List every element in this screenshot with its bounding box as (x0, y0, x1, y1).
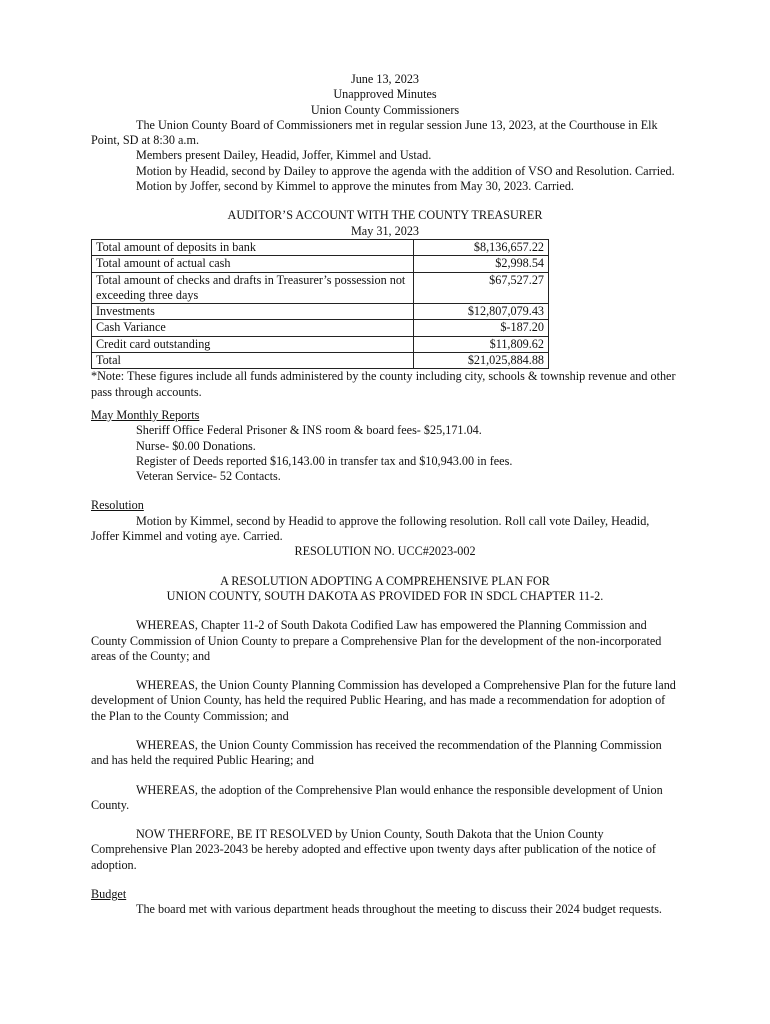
table-row (92, 239, 549, 255)
row-amount: $8,136,657.22 (414, 239, 549, 255)
whereas-clause: WHEREAS, the Union County Planning Commission has developed a Comprehensive Plan for the future land development of Union County, has held the required Public Hearing, and has made a recommendation for adoption of the Plan to the County Commission; and (91, 678, 676, 723)
meeting-date: June 13, 2023 (350, 72, 420, 86)
table-row (92, 272, 549, 304)
table-row (92, 256, 549, 272)
row-amount: $67,527.27 (414, 272, 549, 304)
table-row (92, 304, 549, 320)
minutes-status: Unapproved Minutes (333, 87, 437, 102)
list-item: Register of Deeds reported $16,143.00 in transfer tax and $10,943.00 in fees. (136, 453, 513, 468)
row-label: Total amount of checks and drafts in Treasurer’s possession not exceeding three days (92, 272, 414, 304)
agenda-motion: Motion by Headid, second by Dailey to approve the agenda with the addition of VSO and Resolution. Carried. (136, 163, 675, 178)
account-date: May 31, 2023 (350, 223, 420, 238)
budget-heading: Budget (91, 887, 127, 902)
whereas-clause: WHEREAS, the Union County Commission has received the recommendation of the Planning Commission and has held the required Public Hearing; and (91, 737, 662, 768)
account-table (91, 239, 549, 369)
resolved-clause: NOW THERFORE, BE IT RESOLVED by Union County, South Dakota that the Union County Comprehensive Plan 2023-2043 be hereby adopted and effective upon twenty days after publication of the notice of adoption. (91, 827, 656, 872)
whereas-clause: WHEREAS, the adoption of the Comprehensive Plan would enhance the responsible development of Union County. (91, 782, 663, 812)
row-label: Investments (92, 304, 414, 320)
monthly-reports-heading: May Monthly Reports (91, 407, 200, 422)
resolution-title-line-2: UNION COUNTY, SOUTH DAKOTA AS PROVIDED FOR IN SDCL CHAPTER 11-2. (166, 588, 604, 603)
row-amount: $12,807,079.43 (414, 304, 549, 320)
resolution-title-line-1: A RESOLUTION ADOPTING A COMPREHENSIVE PLAN FOR (220, 573, 550, 588)
row-label: Credit card outstanding (92, 336, 414, 352)
row-label: Total amount of deposits in bank (92, 239, 414, 255)
members-present: Members present Dailey, Headid, Joffer, Kimmel and Ustad. (136, 148, 432, 163)
table-row (92, 320, 549, 336)
list-item: Veteran Service- 52 Contacts. (136, 469, 281, 484)
list-item: Nurse- $0.00 Donations. (136, 438, 256, 453)
account-note: *Note: These figures include all funds administered by the county including city, schools & township revenue and other pass through accounts. (91, 369, 676, 399)
row-label: Total (92, 353, 414, 369)
board-name: Union County Commissioners (310, 102, 460, 117)
opening-paragraph: The Union County Board of Commissioners met in regular session June 13, 2023, at the Courthouse in Elk Point, SD at 8:30 a.m. (91, 117, 658, 148)
row-amount: $2,998.54 (414, 256, 549, 272)
resolution-heading: Resolution (91, 498, 144, 513)
row-label: Total amount of actual cash (92, 256, 414, 272)
resolution-number: RESOLUTION NO. UCC#2023-002 (294, 544, 476, 559)
whereas-clause: WHEREAS, Chapter 11-2 of South Dakota Codified Law has empowered the Planning Commission and County Commission of Union County to prepare a Comprehensive Plan for the development of the non-incorporated areas of the County; and (91, 618, 662, 663)
table-row (92, 336, 549, 352)
account-title: AUDITOR’S ACCOUNT WITH THE COUNTY TREASURER (227, 208, 543, 223)
list-item: Sheriff Office Federal Prisoner & INS room & board fees- $25,171.04. (136, 423, 482, 438)
row-label: Cash Variance (92, 320, 414, 336)
table-row (92, 353, 549, 369)
row-amount: $11,809.62 (414, 336, 549, 352)
row-amount: $21,025,884.88 (414, 353, 549, 369)
row-amount: $-187.20 (414, 320, 549, 336)
budget-text: The board met with various department heads throughout the meeting to discuss their 2024 budget requests. (136, 902, 662, 917)
resolution-motion: Motion by Kimmel, second by Headid to approve the following resolution. Roll call vote Dailey, Headid, Joffer Kimmel and voting aye. Carried. (91, 513, 650, 544)
minutes-motion: Motion by Joffer, second by Kimmel to approve the minutes from May 30, 2023. Carried. (136, 179, 574, 194)
minutes-page (91, 72, 679, 918)
monthly-reports-list (91, 423, 679, 484)
